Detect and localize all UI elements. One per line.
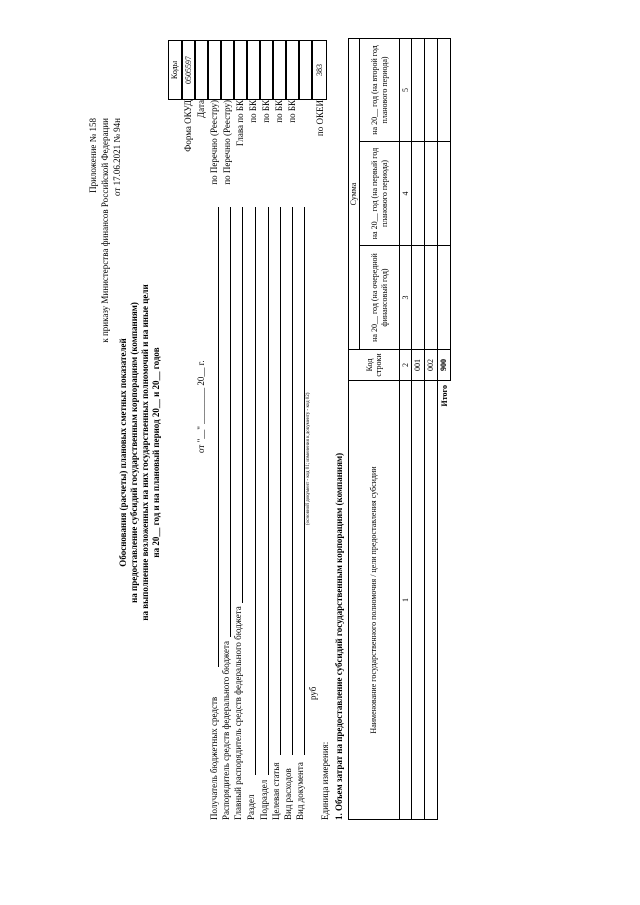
bk-label-4: по БК xyxy=(287,100,297,123)
table-cell xyxy=(411,245,425,350)
table-cell xyxy=(411,38,425,142)
manager-label: Распорядитель средств федерального бюджета xyxy=(221,640,231,820)
target-article-fill-line xyxy=(280,207,281,755)
okud-code: 0505597 xyxy=(182,40,195,100)
col-header-name: Наименование государственного полномочия / цели предоставления субсидии xyxy=(348,380,400,820)
table-row-name xyxy=(424,380,438,820)
col-num-4: 4 xyxy=(399,141,412,246)
col-num-1: 1 xyxy=(399,380,412,820)
unit-label: Единица измерения: xyxy=(320,741,330,820)
registry-label-1: по Перечню (Реестру) xyxy=(209,100,219,185)
total-code: 900 xyxy=(437,349,451,381)
date-code xyxy=(195,40,208,100)
table-cell xyxy=(424,38,438,142)
recipient-fill-line xyxy=(218,207,219,667)
table-cell xyxy=(424,245,438,350)
bk-label-1: по БК xyxy=(248,100,258,123)
table-row-code: 001 xyxy=(411,349,425,381)
document-kind-label: Вид документа xyxy=(295,762,305,820)
chief-manager-fill-line xyxy=(242,207,243,603)
total-cell xyxy=(437,245,451,350)
form-okud-label: Форма ОКУД xyxy=(183,100,193,152)
registry-code-1 xyxy=(208,40,221,100)
okei-code: 383 xyxy=(312,40,327,100)
section-fill-line xyxy=(255,207,256,775)
document-title-line3: на выполнение возложенных на них государственных полномочий и на иные цели xyxy=(140,284,150,621)
manager-fill-line xyxy=(230,207,231,637)
bk-label-3: по БК xyxy=(274,100,284,123)
table-row-name xyxy=(411,380,425,820)
col-num-2: 2 xyxy=(399,349,412,381)
subsection-fill-line xyxy=(268,207,269,775)
chapter-bk-code xyxy=(234,40,247,100)
bk-code-4 xyxy=(286,40,299,100)
chapter-bk-label: Глава по БК xyxy=(235,100,245,147)
expense-type-label: Вид расходов xyxy=(283,768,293,820)
date-line: от "__" ________ 20__ г. xyxy=(196,360,206,453)
total-cell xyxy=(437,141,451,246)
document-title-line2: на предоставление субсидий государственным корпорациям (компаниям) xyxy=(129,302,139,603)
total-cell xyxy=(437,38,451,142)
order-reference: к приказу Министерства финансов Российской Федерации xyxy=(100,118,110,343)
document-kind-fill-line xyxy=(304,207,305,755)
bk-code-3 xyxy=(273,40,286,100)
appendix-number: Приложение № 158 xyxy=(88,118,98,193)
registry-code-2 xyxy=(221,40,234,100)
chief-manager-label: Главный распорядитель средств федерального бюджета xyxy=(233,606,243,820)
section-1-title: 1. Объем затрат на предоставление субсидий государственным корпорациям (компаниям) xyxy=(334,452,344,820)
document-kind-note: (основной документ - код 01; изменения к документу - код 02) xyxy=(306,392,311,525)
table-row-code: 002 xyxy=(424,349,438,381)
col-num-3: 3 xyxy=(399,245,412,350)
expense-type-fill-line xyxy=(292,207,293,755)
section-label: Раздел xyxy=(246,794,256,820)
table-cell xyxy=(411,141,425,246)
subsection-label: Подраздел xyxy=(259,779,269,820)
document-title-line1: Обоснования (расчеты) плановых сметных показателей xyxy=(118,338,128,567)
bk-code-2 xyxy=(260,40,273,100)
table-cell xyxy=(424,141,438,246)
bk-code-1 xyxy=(247,40,260,100)
registry-label-2: по Перечню (Реестру) xyxy=(222,100,232,185)
col-header-year3: на 20__ год (на второй год планового периода) xyxy=(359,38,400,142)
total-label: Итого xyxy=(440,385,449,407)
document-title-line4: на 20__ год и на плановый период 20__ и 20__ годов xyxy=(151,347,161,558)
bk-label-2: по БК xyxy=(261,100,271,123)
recipient-label: Получатель бюджетных средств xyxy=(209,696,219,820)
unit-value: руб xyxy=(308,686,318,700)
extra-code-cell xyxy=(299,40,312,100)
col-header-year1: на 20__ год (на очередной финансовый год) xyxy=(359,245,400,350)
order-date: от 17.06.2021 № 94н xyxy=(112,118,122,196)
col-header-year2: на 20__ год (на первый год планового периода) xyxy=(359,141,400,246)
col-num-5: 5 xyxy=(399,38,412,142)
okei-label: по ОКЕИ xyxy=(315,100,325,137)
col-header-sum: Сумма xyxy=(348,38,360,350)
date-label: Дата xyxy=(196,100,206,118)
target-article-label: Целевая статья xyxy=(271,762,281,820)
codes-header: Коды xyxy=(168,40,182,100)
col-header-code: Код строки xyxy=(348,349,400,381)
